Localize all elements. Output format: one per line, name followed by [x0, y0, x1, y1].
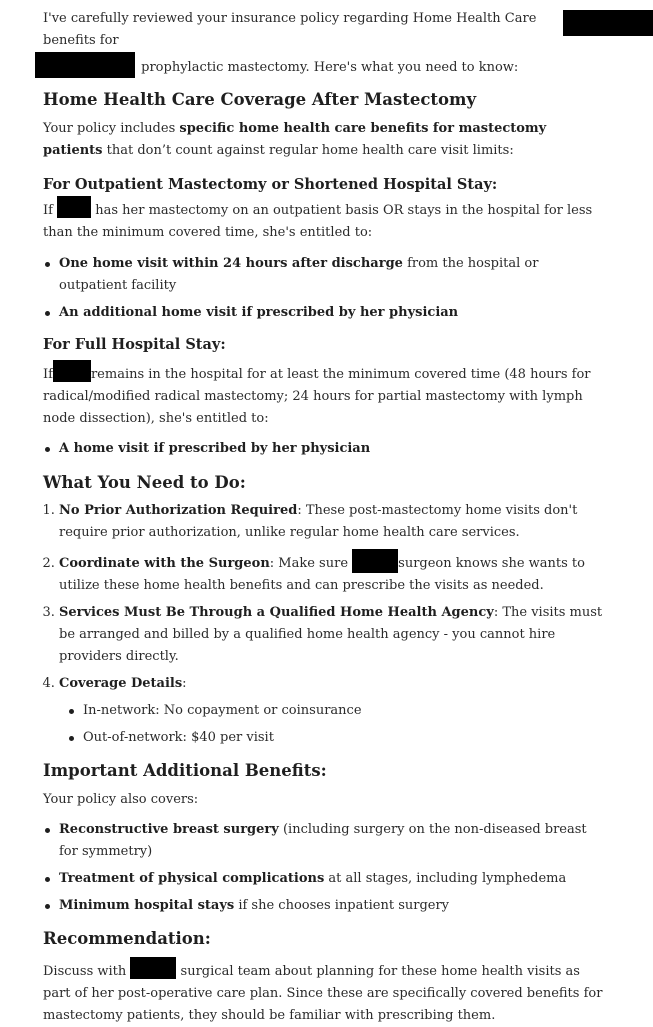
outpatient-paragraph: If has her mastectomy on an outpatient basis OR stays in the hospital for less than the minimum covered time, she's entitled to: [43, 196, 609, 244]
outpatient-list [43, 253, 609, 324]
section-title-coverage: Home Health Care Coverage After Mastectomy [43, 90, 477, 109]
redacted-name-2 [35, 52, 135, 78]
list-item: 2. Coordinate with the Surgeon: Make sure surgeon knows she wants to utilize these home health benefits and can prescribe the visits as needed. [59, 549, 609, 597]
section-title-todo: What You Need to Do: [43, 473, 246, 492]
intro-text-1: I've carefully reviewed your insurance policy regarding Home Health Care benefits for [43, 11, 537, 48]
list-item: In-network: No copayment or coinsurance [83, 700, 609, 722]
redacted-name-4 [53, 360, 91, 382]
list-item: Minimum hospital stays if she chooses inpatient surgery [59, 895, 609, 917]
additional-list [43, 819, 609, 917]
section-title-outpatient: For Outpatient Mastectomy or Shortened Hospital Stay: [43, 176, 498, 193]
fullstay-paragraph: If remains in the hospital for at least the minimum covered time (48 hours for radical/modified radical mastectomy; 24 hours for partial mastectomy with lymph node dissection), she's entitled to: [43, 360, 609, 430]
list-item: 1. No Prior Authorization Required: These post-mastectomy home visits don't require prior authorization, unlike regular home health care services. [59, 500, 609, 544]
redacted-name-3 [57, 196, 91, 218]
coverage-details-list [59, 700, 609, 749]
coverage-bold: specific home health care benefits for mastectomy patients [43, 121, 547, 158]
fullstay-list [43, 438, 609, 460]
section-title-fullstay: For Full Hospital Stay: [43, 336, 226, 353]
list-item: A home visit if prescribed by her physician [59, 438, 609, 460]
recommendation-paragraph: Discuss with surgical team about planning for these home health visits as part of her post-operative care plan. Since these are specifically covered benefits for mastectomy patients, they should be familiar with prescribing them. [43, 957, 609, 1027]
section-title-recommendation: Recommendation: [43, 929, 211, 948]
list-item: One home visit within 24 hours after discharge from the hospital or outpatient facility [59, 253, 609, 297]
list-item: Reconstructive breast surgery (including surgery on the non-diseased breast for symmetry) [59, 819, 609, 863]
section-title-additional: Important Additional Benefits: [43, 761, 327, 780]
list-item: Treatment of physical complications at all stages, including lymphedema [59, 868, 609, 890]
intro-paragraph [43, 8, 609, 79]
list-item: Out-of-network: $40 per visit [83, 727, 609, 749]
intro-text-2: prophylactic mastectomy. Here's what you need to know: [141, 60, 519, 75]
todo-list [43, 500, 609, 749]
redacted-name-1 [563, 10, 653, 36]
list-item: An additional home visit if prescribed by her physician [59, 302, 609, 324]
list-item: 3. Services Must Be Through a Qualified Home Health Agency: The visits must be arranged and billed by a qualified home health agency - you cannot hire providers directly. [59, 602, 609, 668]
coverage-paragraph: Your policy includes specific home health care benefits for mastectomy patients that don’t count against regular home health care visit limits: [43, 121, 547, 158]
list-item: 4. Coverage Details: In-network: No copayment or coinsurance Out-of-network: $40 per visit [59, 673, 609, 749]
additional-intro: Your policy also covers: [43, 792, 199, 807]
redacted-name-6 [130, 957, 176, 979]
redacted-name-5 [352, 549, 398, 573]
